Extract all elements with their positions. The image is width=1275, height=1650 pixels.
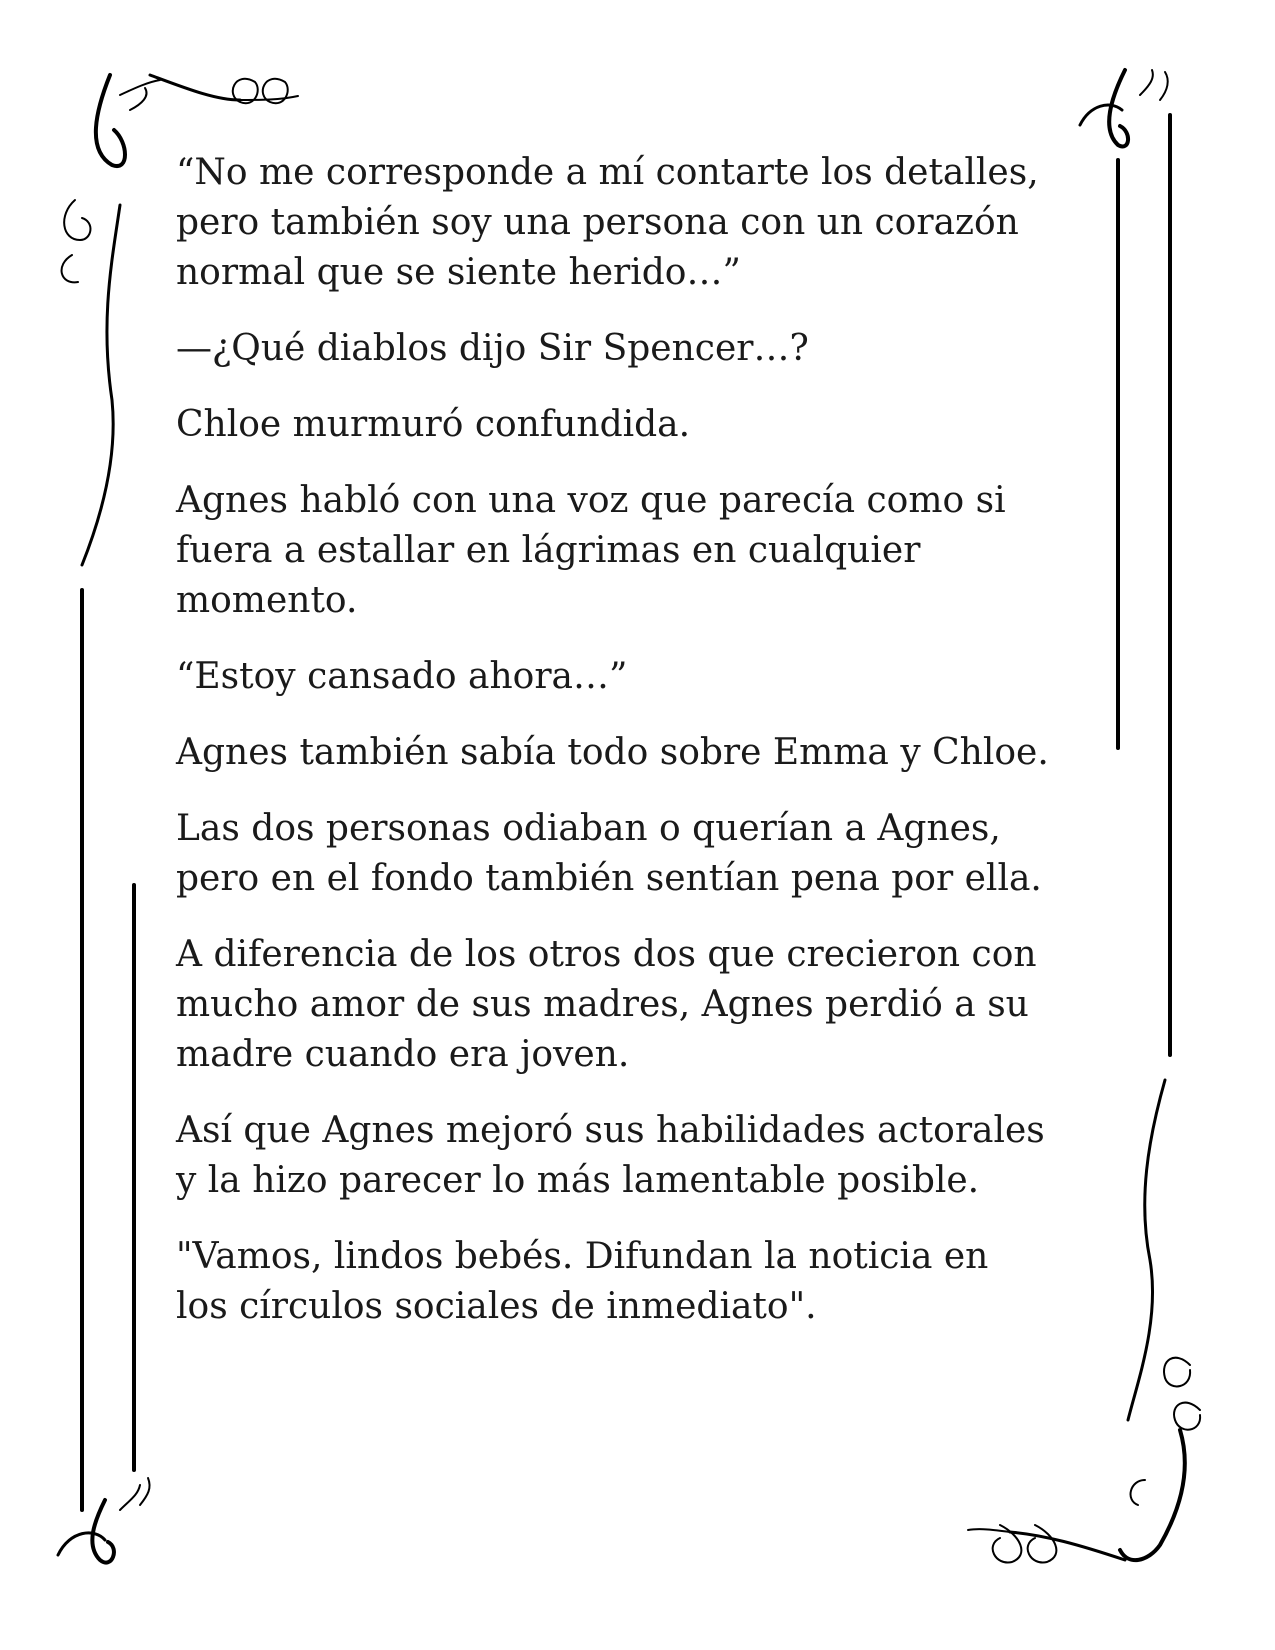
story-text <box>176 148 1116 1358</box>
bottom-left-flourish-icon <box>58 1478 150 1563</box>
paragraph: Agnes también sabía todo sobre Emma y Chloe. <box>176 732 1049 773</box>
paragraph: Chloe murmuró confundida. <box>176 404 691 445</box>
paragraph: “No me corresponde a mí contarte los detalles, pero también soy una persona con un corazón normal que se siente herido…” <box>176 152 1039 293</box>
top-right-flourish-icon <box>1080 70 1168 146</box>
paragraph: A diferencia de los otros dos que crecieron con mucho amor de sus madres, Agnes perdió a su madre cuando era joven. <box>176 934 1037 1075</box>
paragraph: Así que Agnes mejoró sus habilidades actorales y la hizo parecer lo más lamentable posible. <box>176 1110 1045 1201</box>
paragraph: Agnes habló con una voz que parecía como si fuera a estallar en lágrimas en cualquier momento. <box>176 480 1006 621</box>
paragraph: —¿Qué diablos dijo Sir Spencer…? <box>176 328 809 369</box>
paragraph: "Vamos, lindos bebés. Difundan la noticia en los círculos sociales de inmediato". <box>176 1236 989 1327</box>
paragraph: Las dos personas odiaban o querían a Agnes, pero en el fondo también sentían pena por ella. <box>176 808 1042 899</box>
paragraph: “Estoy cansado ahora…” <box>176 656 628 697</box>
